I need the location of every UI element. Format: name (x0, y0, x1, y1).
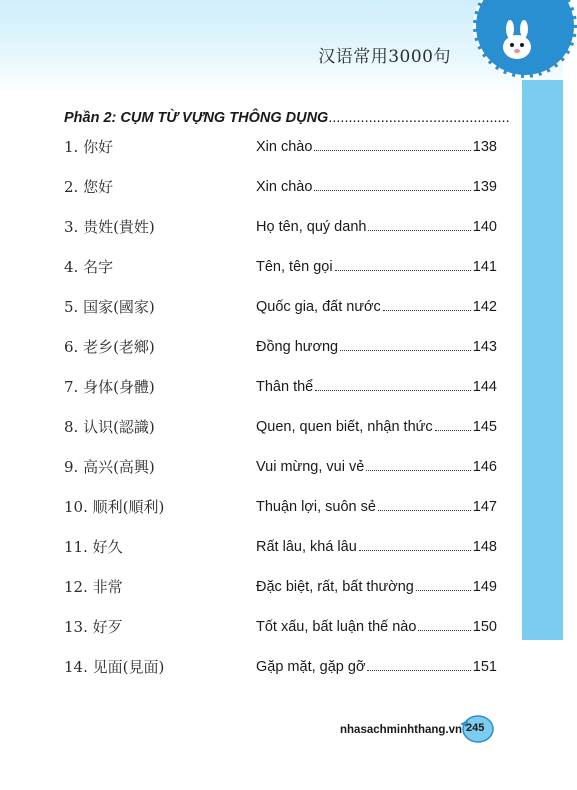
toc-entry-page: 146 (472, 459, 497, 475)
toc-entry[interactable] (64, 374, 497, 402)
side-color-band (522, 80, 563, 640)
toc-entry-vietnamese: Quốc gia, đất nước (256, 299, 381, 315)
rabbit-mascot-icon (495, 20, 539, 64)
toc-entry-page: 141 (472, 259, 497, 275)
toc-entry-page: 151 (472, 659, 497, 675)
toc-entry[interactable] (64, 414, 497, 442)
toc-entry-vietnamese: Vui mừng, vui vẻ (256, 459, 365, 475)
dot-leader (435, 418, 471, 431)
toc-entry-chinese: 14. 见面(見面) (64, 658, 165, 676)
toc-entry[interactable] (64, 334, 497, 362)
book-title: 汉语常用3000句 (318, 47, 451, 67)
toc-entry[interactable] (64, 214, 497, 242)
toc-entry-chinese: 6. 老乡(老鄉) (64, 338, 155, 356)
dot-leader (368, 218, 470, 231)
toc-entry-page: 150 (472, 619, 497, 635)
toc-entry-page: 147 (472, 499, 497, 515)
toc-entry-page: 148 (472, 539, 497, 555)
toc-entry-vietnamese: Đặc biệt, rất, bất thường (256, 579, 414, 595)
toc-entry-vietnamese: Thuận lợi, suôn sẻ (256, 499, 376, 515)
toc-entry[interactable] (64, 494, 497, 522)
toc-entry-chinese: 12. 非常 (64, 578, 123, 596)
toc-entry-page: 144 (472, 379, 497, 395)
toc-entry-chinese: 13. 好歹 (64, 618, 123, 636)
dot-leader (367, 658, 470, 671)
toc-entry-page: 145 (472, 419, 497, 435)
toc-entry-chinese: 11. 好久 (64, 538, 123, 556)
toc-entry[interactable] (64, 614, 497, 642)
dot-leader (383, 298, 471, 311)
dot-leader (314, 138, 470, 151)
dot-leader (418, 618, 470, 631)
dot-leader (314, 178, 470, 191)
toc-entry[interactable] (64, 534, 497, 562)
website-url: nhasachminhthang.vn (340, 724, 463, 736)
toc-entry[interactable] (64, 654, 497, 682)
page-number: 245 (466, 722, 485, 734)
toc-entry-chinese: 4. 名字 (64, 258, 114, 276)
toc-entry-page: 139 (472, 179, 497, 195)
section-title-text: Phần 2: CỤM TỪ VỰNG THÔNG DỤNG (64, 110, 329, 126)
toc-entry-chinese: 9. 高兴(高興) (64, 458, 155, 476)
toc-entry-page: 140 (472, 219, 497, 235)
dot-leader (416, 578, 471, 591)
toc-entry[interactable] (64, 134, 497, 162)
dot-leader (340, 338, 471, 351)
toc-entry-vietnamese: Tên, tên gọi (256, 259, 333, 275)
toc-entry-page: 142 (472, 299, 497, 315)
toc-entry[interactable] (64, 174, 497, 202)
toc-entry-page: 149 (472, 579, 497, 595)
toc-entry-chinese: 5. 国家(國家) (64, 298, 155, 316)
toc-entry-vietnamese: Họ tên, quý danh (256, 219, 367, 235)
toc-entry-chinese: 1. 你好 (64, 138, 114, 156)
toc-entry-vietnamese: Xin chào (256, 139, 313, 155)
dot-leader (359, 538, 471, 551)
toc-entry-chinese: 3. 贵姓(貴姓) (64, 218, 155, 236)
toc-entry-chinese: 10. 顺利(順利) (64, 498, 165, 516)
toc-entry-vietnamese: Thân thể (256, 379, 314, 395)
dot-leader (366, 458, 471, 471)
toc-entry-vietnamese: Xin chào (256, 179, 313, 195)
toc-entry-vietnamese: Đồng hương (256, 339, 339, 355)
toc-entry-page: 143 (472, 339, 497, 355)
toc-entry-vietnamese: Tốt xấu, bất luận thế nào (256, 619, 417, 635)
section-title (64, 110, 510, 126)
toc-entry-chinese: 8. 认识(認識) (64, 418, 155, 436)
toc-entry[interactable] (64, 294, 497, 322)
dot-leader (335, 258, 471, 271)
toc-entry-chinese: 2. 您好 (64, 178, 114, 196)
toc-entry[interactable] (64, 574, 497, 602)
toc-entry-vietnamese: Rất lâu, khá lâu (256, 539, 357, 555)
dot-leader (315, 378, 471, 391)
toc-entry[interactable] (64, 454, 497, 482)
toc-entry-vietnamese: Quen, quen biết, nhận thức (256, 419, 433, 435)
dot-leader (378, 498, 471, 511)
toc-entry-chinese: 7. 身体(身體) (64, 378, 155, 396)
toc-entry-vietnamese: Gặp mặt, gặp gỡ (256, 659, 366, 675)
toc-entry[interactable] (64, 254, 497, 282)
toc-entry-page: 138 (472, 139, 497, 155)
section-title-leader: ............................................. (328, 110, 510, 126)
